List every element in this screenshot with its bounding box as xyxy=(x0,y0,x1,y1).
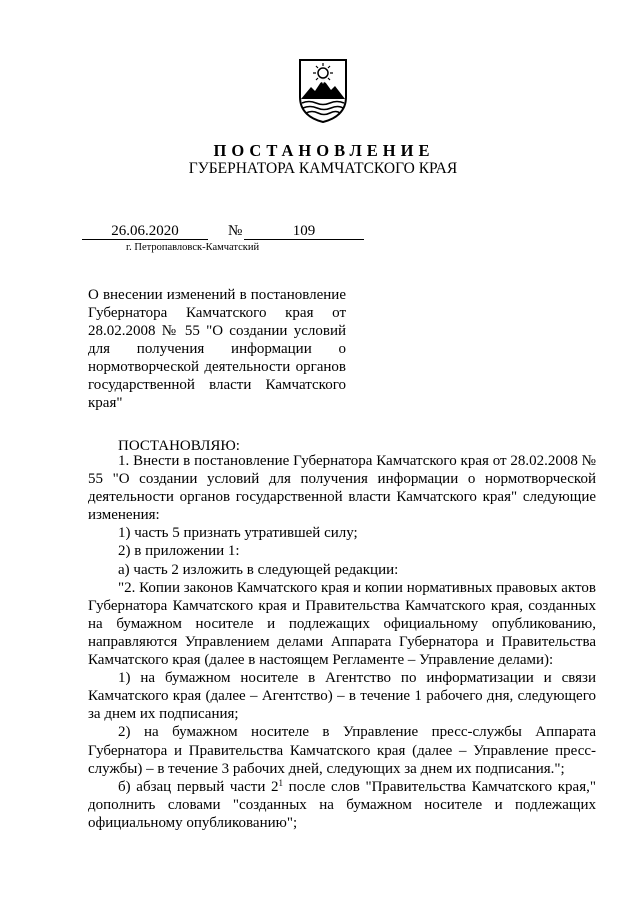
paragraph: 1. Внести в постановление Губернатора Камчатского края от 28.02.2008 № 55 "О создании условий для получения информации о нормотворческой деятельности органов государственной власти Камчатского края" следующие изменения: xyxy=(88,453,596,524)
paragraph xyxy=(88,778,596,832)
paragraph: 2) на бумажном носителе в Управление пресс-службы Аппарата Губернатора и Правительства Камчатского края (далее – Управление пресс-службы) – в течение 3 рабочих дней, следующих за днем их подписания."; xyxy=(88,724,596,777)
paragraph: "2. Копии законов Камчатского края и копии нормативных правовых актов Губернатора Камчатского края и Правительства Камчатского края, созданных на бумажном носителе и подлежащих официальному опубликованию, направляются Управлением делами Аппарата Губернатора и Правительства Камчатского края (далее в настоящем Регламенте – Управление делами): xyxy=(88,579,596,669)
decree-word: ПОСТАНОВЛЯЮ: xyxy=(118,438,240,454)
paragraph: а) часть 2 изложить в следующей редакции: xyxy=(118,561,399,578)
number-sign: № xyxy=(228,223,243,239)
superscript: 1 xyxy=(278,777,284,788)
date-underline xyxy=(82,239,208,240)
paragraph: 2) в приложении 1: xyxy=(118,543,240,560)
document-type-title: ПОСТАНОВЛЕНИЕ xyxy=(213,141,435,160)
paragraph-text: после слов "Правительства Камчатского края," дополнить словами "созданных на бумажном носителе и подлежащих официальному опубликованию"; xyxy=(88,778,596,831)
kamchatka-coat-of-arms-icon xyxy=(297,57,349,123)
document-subject: О внесении изменений в постановление Губернатора Камчатского края от 28.02.2008 № 55 "О создании условий для получения информации о нормотворческой деятельности органов государственной власти Камчатского края" xyxy=(88,287,346,411)
document-city: г. Петропавловск-Камчатский xyxy=(126,242,260,253)
number-underline xyxy=(244,239,364,240)
document-body xyxy=(88,452,596,832)
document-issuer: ГУБЕРНАТОРА КАМЧАТСКОГО КРАЯ xyxy=(188,160,458,177)
paragraph: 1) на бумажном носителе в Агентство по информатизации и связи Камчатского края (далее – Агентство) – в течение 1 рабочего дня, следующего за днем их подписания; xyxy=(88,670,596,723)
document-number: 109 xyxy=(292,223,316,239)
paragraph: 1) часть 5 признать утратившей силу; xyxy=(118,525,358,542)
document-date: 26.06.2020 xyxy=(111,223,179,239)
paragraph-text: б) абзац первый части 2 xyxy=(118,778,279,795)
